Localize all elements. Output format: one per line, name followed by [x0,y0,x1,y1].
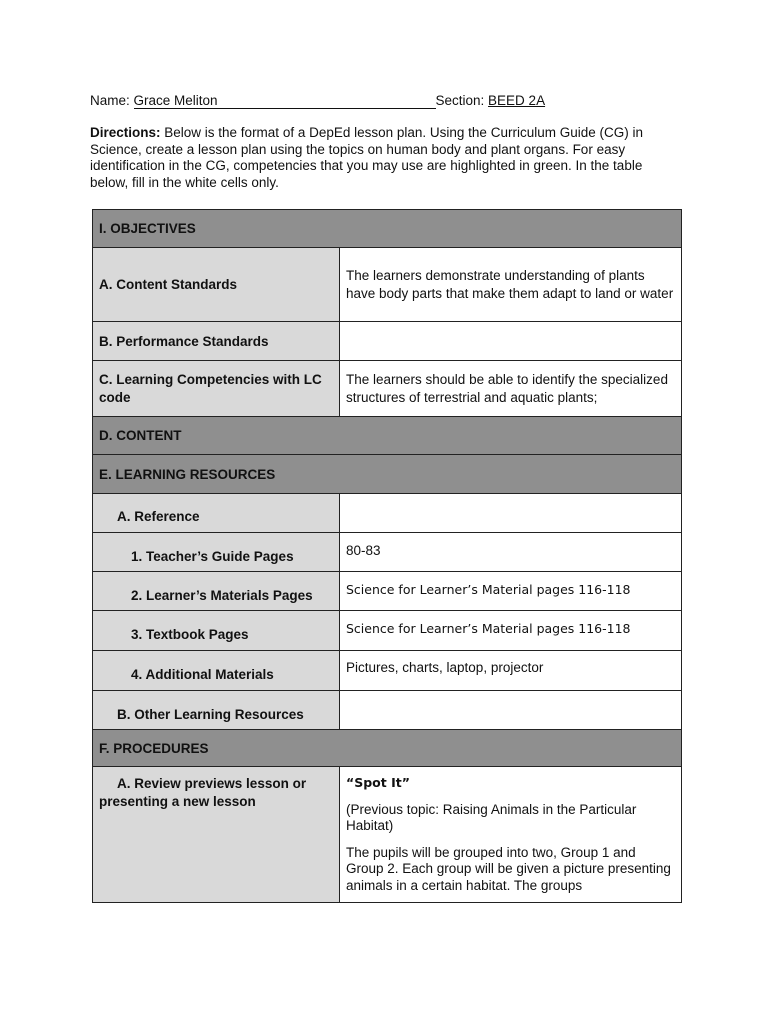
table-row [93,572,682,611]
table-row [93,767,682,903]
content-header: D. CONTENT [93,417,682,455]
content-standards-value[interactable]: The learners demonstrate understanding of plants have body parts that make them adapt to land or water [340,248,682,322]
teachers-guide-value[interactable]: 80-83 [340,533,682,572]
performance-standards-label: B. Performance Standards [93,322,340,361]
lesson-plan-table [92,209,682,903]
objectives-header: I. OBJECTIVES [93,210,682,248]
table-row [93,455,682,494]
reference-label: A. Reference [93,494,340,533]
performance-standards-value[interactable] [340,322,682,361]
table-row [93,248,682,322]
additional-materials-label: 4. Additional Materials [93,651,340,691]
teachers-guide-label: 1. Teacher’s Guide Pages [93,533,340,572]
learners-materials-value[interactable]: Science for Learner’s Material pages 116-118 [340,572,682,611]
learners-materials-label: 2. Learner’s Materials Pages [93,572,340,611]
table-row [93,417,682,455]
review-title: “Spot It” [346,775,410,790]
other-resources-label: B. Other Learning Resources [93,691,340,730]
directions-text: Below is the format of a DepEd lesson plan. Using the Curriculum Guide (CG) in Science, create a lesson plan using the topics on human body and plant organs. For easy identification in the CG, competencies that you may use are highlighted in green. In the table below, fill in the white cells only. [90,125,643,190]
review-body: The pupils will be grouped into two, Group 1 and Group 2. Each group will be given a picture presenting animals in a certain habitat. The groups [346,844,671,893]
table-row [93,533,682,572]
review-previous-topic: (Previous topic: Raising Animals in the Particular Habitat) [346,801,637,833]
table-row [93,494,682,533]
content-standards-label: A. Content Standards [93,248,340,322]
learning-resources-header: E. LEARNING RESOURCES [93,455,682,494]
table-row [93,730,682,767]
table-row [93,691,682,730]
table-row [93,611,682,651]
competencies-label: C. Learning Competencies with LC code [93,361,340,417]
section-label: Section: [435,93,489,108]
competencies-value[interactable]: The learners should be able to identify the specialized structures of terrestrial and aquatic plants; [340,361,682,417]
other-resources-value[interactable] [340,691,682,730]
directions-label: Directions: [90,125,161,140]
name-label: Name: [90,93,134,108]
textbook-label: 3. Textbook Pages [93,611,340,651]
section-value: BEED 2A [488,93,546,108]
reference-value[interactable] [340,494,682,533]
student-info-line [90,93,545,109]
directions-paragraph [90,125,670,191]
textbook-value[interactable]: Science for Learner’s Material pages 116-118 [340,611,682,651]
review-label: A. Review previews lesson or presenting a new lesson [93,767,340,903]
name-value: Grace Meliton [134,93,436,109]
table-row [93,322,682,361]
table-row [93,210,682,248]
additional-materials-value[interactable]: Pictures, charts, laptop, projector [340,651,682,691]
table-row [93,651,682,691]
review-value[interactable] [340,767,682,903]
table-row [93,361,682,417]
procedures-header: F. PROCEDURES [93,730,682,767]
